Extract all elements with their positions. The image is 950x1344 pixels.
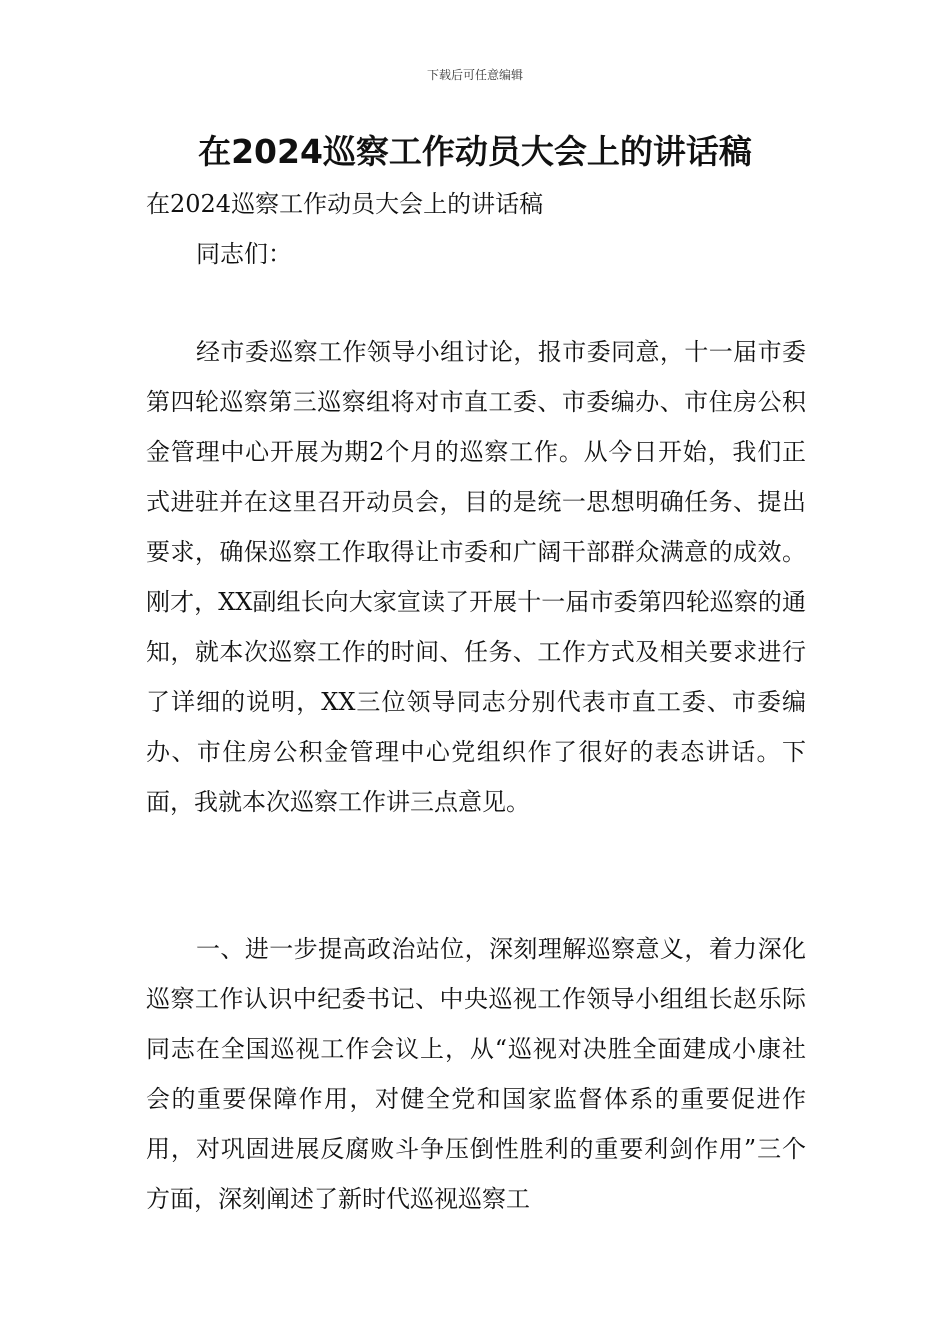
document-title: 在2024巡察工作动员大会上的讲话稿 xyxy=(198,132,752,171)
document-subtitle: 在2024巡察工作动员大会上的讲话稿 xyxy=(146,190,544,218)
paragraph-section-one: 一、进一步提高政治站位，深刻理解巡察意义，着力深化巡察工作认识中纪委书记、中央巡视工作领导小组组长赵乐际同志在全国巡视工作会议上，从“巡视对决胜全面建成小康社会的重要保障作用，对健全党和国家监督体系的重要促进作用，对巩固进展反腐败斗争压倒性胜利的重要利剑作用”三个方面，深刻阐述了新时代巡视巡察工 xyxy=(146,935,806,1213)
salutation: 同志们： xyxy=(196,240,292,268)
paragraph-intro: 经市委巡察工作领导小组讨论，报市委同意，十一届市委第四轮巡察第三巡察组将对市直工委、市委编办、市住房公积金管理中心开展为期2个月的巡察工作。从今日开始，我们正式进驻并在这里召开动员会，目的是统一思想明确任务、提出要求，确保巡察工作取得让市委和广阔干部群众满意的成效。刚才，XX副组长向大家宣读了开展十一届市委第四轮巡察的通知，就本次巡察工作的时间、任务、工作方式及相关要求进行了详细的说明，XX三位领导同志分别代表市直工委、市委编办、市住房公积金管理中心党组织作了很好的表态讲话。下面，我就本次巡察工作讲三点意见。 xyxy=(146,338,806,816)
page-header-note: 下载后可任意编辑 xyxy=(426,68,523,82)
